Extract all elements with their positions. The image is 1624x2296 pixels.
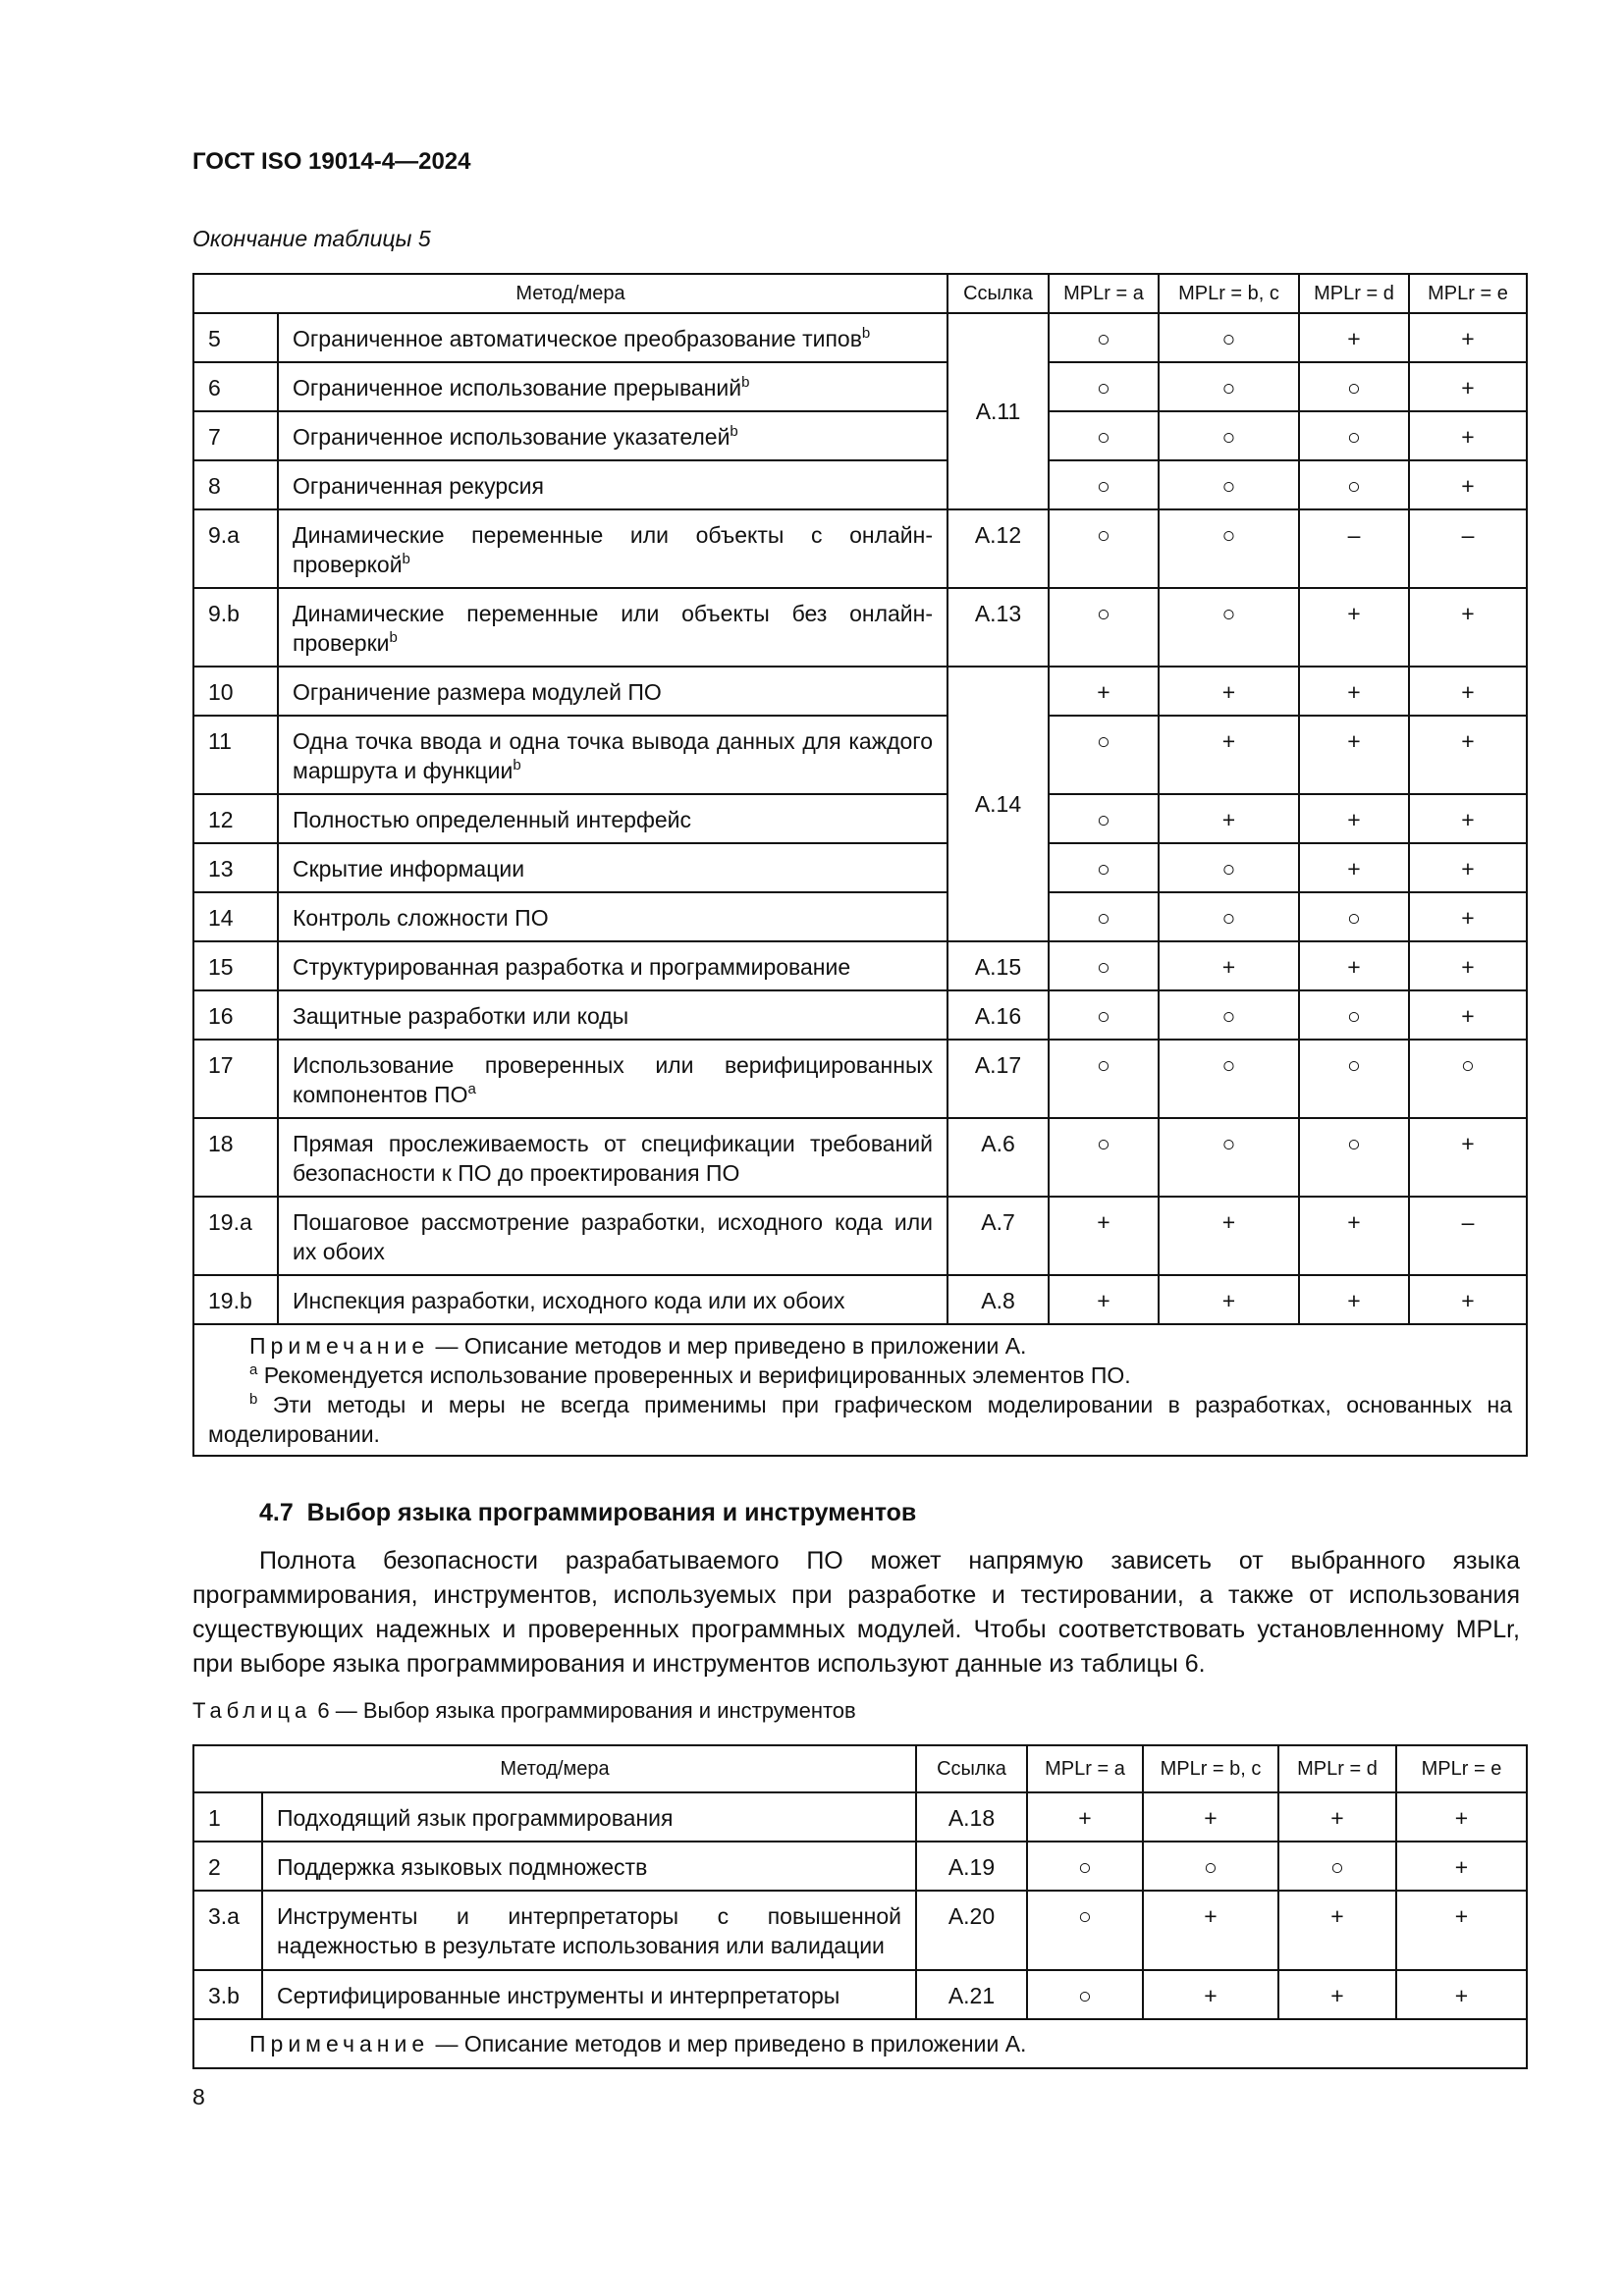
row-ref: A.13 [947, 588, 1049, 667]
footnote-marker: a [467, 1081, 476, 1097]
cell-mplr-d: + [1299, 313, 1409, 362]
cell-mplr-e: + [1409, 794, 1527, 843]
row-method [278, 362, 947, 411]
table-row [193, 1891, 1527, 1970]
cell-mplr-a: ○ [1049, 794, 1159, 843]
cell-mplr-bc: ○ [1143, 1842, 1278, 1891]
column-header-ref: Ссылка [947, 274, 1049, 313]
cell-mplr-e: + [1396, 1970, 1527, 2019]
table-row [193, 667, 1527, 716]
row-method [278, 313, 947, 362]
cell-mplr-bc: ○ [1159, 411, 1299, 460]
cell-mplr-bc: + [1143, 1792, 1278, 1842]
row-number: 6 [193, 362, 278, 411]
table-row [193, 941, 1527, 990]
cell-mplr-bc: + [1159, 667, 1299, 716]
table-row [193, 313, 1527, 362]
document-header: ГОСТ ISO 19014-4—2024 [192, 148, 471, 175]
row-method: Инспекция разработки, исходного кода или их обоих [278, 1275, 947, 1324]
column-header-method: Метод/мера [193, 274, 947, 313]
note-label: Примечание [249, 1333, 430, 1359]
cell-mplr-bc: ○ [1159, 362, 1299, 411]
row-number: 9.b [193, 588, 278, 667]
footnote-marker: b [389, 629, 398, 646]
cell-mplr-e: ○ [1409, 1040, 1527, 1118]
cell-mplr-e: + [1409, 892, 1527, 941]
cell-mplr-d: + [1299, 1275, 1409, 1324]
section-paragraph: Полнота безопасности разрабатываемого ПО может напрямую зависеть от выбранного языка программирования, инструментов, используемых при разработке и тестировании, а также от использования существующих надежных и проверенных программных модулей. Чтобы соответствовать установленному MPLr, при выборе языка программирования и инструментов используют данные из таблицы 6. [192, 1547, 1520, 1678]
row-ref-merged: A.11 [947, 313, 1049, 509]
row-method: Защитные разработки или коды [278, 990, 947, 1040]
row-ref: A.18 [916, 1792, 1027, 1842]
cell-mplr-a: + [1049, 1275, 1159, 1324]
column-header-mplr-d: MPLr = d [1299, 274, 1409, 313]
cell-mplr-a: ○ [1049, 588, 1159, 667]
row-number: 19.b [193, 1275, 278, 1324]
cell-mplr-bc: + [1159, 941, 1299, 990]
row-number: 17 [193, 1040, 278, 1118]
row-method: Скрытие информации [278, 843, 947, 892]
row-method [278, 509, 947, 588]
table-6-caption [192, 1698, 856, 1724]
column-header-method: Метод/мера [193, 1745, 916, 1792]
page-number: 8 [192, 2084, 205, 2109]
column-header-mplr-a: MPLr = a [1049, 274, 1159, 313]
row-ref: A.20 [916, 1891, 1027, 1970]
cell-mplr-a: ○ [1049, 509, 1159, 588]
footnote-text: Эти методы и меры не всегда применимы при графическом моделировании в разработках, основанных на моделировании. [208, 1392, 1512, 1447]
cell-mplr-d: ○ [1299, 1040, 1409, 1118]
row-method [278, 411, 947, 460]
column-header-mplr-e: MPLr = e [1409, 274, 1527, 313]
table-row [193, 1970, 1527, 2019]
table-row [193, 843, 1527, 892]
section-heading [259, 1499, 916, 1527]
row-number: 11 [193, 716, 278, 794]
table-row [193, 588, 1527, 667]
cell-mplr-bc: ○ [1159, 1040, 1299, 1118]
cell-mplr-d: + [1278, 1970, 1396, 2019]
column-header-mplr-a: MPLr = a [1027, 1745, 1143, 1792]
cell-mplr-a: ○ [1049, 843, 1159, 892]
cell-mplr-a: ○ [1049, 362, 1159, 411]
cell-mplr-bc: + [1143, 1891, 1278, 1970]
table-row [193, 1197, 1527, 1275]
table-row [193, 411, 1527, 460]
table-5 [192, 273, 1528, 1457]
cell-mplr-a: ○ [1027, 1891, 1143, 1970]
note-line [208, 2029, 1512, 2058]
cell-mplr-d: ○ [1299, 362, 1409, 411]
cell-mplr-bc: + [1159, 1275, 1299, 1324]
row-number: 16 [193, 990, 278, 1040]
cell-mplr-e: + [1409, 460, 1527, 509]
table-row [193, 362, 1527, 411]
row-method: Инструменты и интерпретаторы с повышенной надежностью в результате использования или валидации [262, 1891, 916, 1970]
table-row [193, 1842, 1527, 1891]
table-note-row [193, 2019, 1527, 2068]
row-ref: A.15 [947, 941, 1049, 990]
note-text: — Описание методов и мер приведено в приложении А. [429, 2031, 1027, 2056]
cell-mplr-bc: ○ [1159, 588, 1299, 667]
cell-mplr-e: + [1396, 1792, 1527, 1842]
cell-mplr-d: ○ [1299, 990, 1409, 1040]
row-method-text: Использование проверенных или верифицированных компонентов ПО [293, 1052, 933, 1107]
caption-text: 6 — Выбор языка программирования и инструментов [311, 1698, 856, 1723]
table-row [193, 1118, 1527, 1197]
note-text: — Описание методов и мер приведено в приложении А. [429, 1333, 1027, 1359]
table-row [193, 1792, 1527, 1842]
row-ref: A.21 [916, 1970, 1027, 2019]
caption-label: Таблица [192, 1698, 312, 1723]
row-method-text: Динамические переменные или объекты с онлайн-проверкой [293, 522, 933, 577]
row-ref-merged: A.14 [947, 667, 1049, 941]
row-ref: A.16 [947, 990, 1049, 1040]
footnote-marker: b [513, 757, 521, 774]
row-method: Прямая прослеживаемость от спецификации требований безопасности к ПО до проектирования ПО [278, 1118, 947, 1197]
cell-mplr-d: ○ [1299, 892, 1409, 941]
table-note-row [193, 1324, 1527, 1456]
row-method: Ограниченная рекурсия [278, 460, 947, 509]
cell-mplr-a: ○ [1049, 941, 1159, 990]
footnote-marker: b [730, 423, 738, 440]
cell-mplr-e: + [1409, 843, 1527, 892]
footnote-a [208, 1361, 1512, 1390]
cell-mplr-e: + [1409, 941, 1527, 990]
section-title: Выбор языка программирования и инструментов [306, 1499, 917, 1526]
cell-mplr-bc: ○ [1159, 843, 1299, 892]
row-ref: A.12 [947, 509, 1049, 588]
footnote-text: Рекомендуется использование проверенных и верифицированных элементов ПО. [263, 1362, 1131, 1388]
footnote-mark: b [249, 1391, 258, 1408]
cell-mplr-e: + [1409, 362, 1527, 411]
footnote-mark: a [249, 1362, 258, 1378]
row-number: 3.b [193, 1970, 262, 2019]
table-6 [192, 1744, 1528, 2069]
row-number: 8 [193, 460, 278, 509]
cell-mplr-a: ○ [1049, 1118, 1159, 1197]
row-ref: A.6 [947, 1118, 1049, 1197]
cell-mplr-a: + [1027, 1792, 1143, 1842]
cell-mplr-e: + [1409, 716, 1527, 794]
cell-mplr-bc: + [1159, 716, 1299, 794]
note-line [208, 1331, 1512, 1361]
table-row [193, 990, 1527, 1040]
table-note [193, 2019, 1527, 2068]
column-header-ref: Ссылка [916, 1745, 1027, 1792]
cell-mplr-bc: ○ [1159, 1118, 1299, 1197]
row-method: Подходящий язык программирования [262, 1792, 916, 1842]
row-number: 3.a [193, 1891, 262, 1970]
cell-mplr-e: + [1409, 1118, 1527, 1197]
row-ref: A.19 [916, 1842, 1027, 1891]
row-ref: A.8 [947, 1275, 1049, 1324]
row-number: 19.a [193, 1197, 278, 1275]
cell-mplr-bc: + [1143, 1970, 1278, 2019]
cell-mplr-a: ○ [1049, 460, 1159, 509]
cell-mplr-bc: + [1159, 1197, 1299, 1275]
footnote-b [208, 1390, 1512, 1449]
cell-mplr-a: ○ [1027, 1970, 1143, 2019]
cell-mplr-e: + [1409, 990, 1527, 1040]
cell-mplr-bc: + [1159, 794, 1299, 843]
table-row [193, 892, 1527, 941]
row-method: Поддержка языковых подмножеств [262, 1842, 916, 1891]
row-number: 9.a [193, 509, 278, 588]
cell-mplr-a: + [1049, 1197, 1159, 1275]
cell-mplr-d: + [1299, 716, 1409, 794]
cell-mplr-bc: ○ [1159, 892, 1299, 941]
table-row [193, 716, 1527, 794]
cell-mplr-a: ○ [1049, 411, 1159, 460]
cell-mplr-e: – [1409, 509, 1527, 588]
row-method [278, 716, 947, 794]
cell-mplr-d: + [1278, 1792, 1396, 1842]
row-number: 1 [193, 1792, 262, 1842]
cell-mplr-d: ○ [1299, 460, 1409, 509]
row-method-text: Динамические переменные или объекты без онлайн-проверки [293, 601, 933, 656]
cell-mplr-d: + [1299, 588, 1409, 667]
row-number: 12 [193, 794, 278, 843]
table-row [193, 794, 1527, 843]
row-method: Контроль сложности ПО [278, 892, 947, 941]
cell-mplr-bc: ○ [1159, 460, 1299, 509]
cell-mplr-a: + [1049, 667, 1159, 716]
cell-mplr-a: ○ [1049, 716, 1159, 794]
cell-mplr-bc: ○ [1159, 313, 1299, 362]
table-row [193, 509, 1527, 588]
cell-mplr-d: + [1278, 1891, 1396, 1970]
row-method: Структурированная разработка и программирование [278, 941, 947, 990]
cell-mplr-e: + [1409, 313, 1527, 362]
cell-mplr-d: ○ [1299, 411, 1409, 460]
cell-mplr-d: + [1299, 941, 1409, 990]
cell-mplr-bc: ○ [1159, 509, 1299, 588]
cell-mplr-bc: ○ [1159, 990, 1299, 1040]
row-method [278, 1040, 947, 1118]
row-number: 7 [193, 411, 278, 460]
cell-mplr-d: + [1299, 843, 1409, 892]
row-number: 15 [193, 941, 278, 990]
row-number: 5 [193, 313, 278, 362]
row-number: 2 [193, 1842, 262, 1891]
cell-mplr-a: ○ [1049, 313, 1159, 362]
column-header-mplr-e: MPLr = e [1396, 1745, 1527, 1792]
cell-mplr-d: + [1299, 1197, 1409, 1275]
footnote-marker: b [402, 551, 410, 567]
column-header-mplr-bc: MPLr = b, c [1159, 274, 1299, 313]
row-number: 13 [193, 843, 278, 892]
cell-mplr-a: ○ [1049, 892, 1159, 941]
footnote-marker: b [741, 374, 750, 391]
cell-mplr-e: + [1409, 411, 1527, 460]
row-number: 18 [193, 1118, 278, 1197]
row-ref: A.7 [947, 1197, 1049, 1275]
cell-mplr-e: + [1409, 1275, 1527, 1324]
table-row [193, 460, 1527, 509]
cell-mplr-e: + [1396, 1891, 1527, 1970]
cell-mplr-e: – [1409, 1197, 1527, 1275]
note-label: Примечание [249, 2031, 430, 2056]
row-method [278, 588, 947, 667]
row-number: 14 [193, 892, 278, 941]
table-note [193, 1324, 1527, 1456]
row-ref: A.17 [947, 1040, 1049, 1118]
column-header-mplr-bc: MPLr = b, c [1143, 1745, 1278, 1792]
row-method-text: Ограниченное автоматическое преобразование типов [293, 326, 862, 351]
cell-mplr-a: ○ [1049, 990, 1159, 1040]
cell-mplr-d: ○ [1278, 1842, 1396, 1891]
cell-mplr-d: – [1299, 509, 1409, 588]
table-header-row [193, 274, 1527, 313]
row-method: Пошаговое рассмотрение разработки, исходного кода или их обоих [278, 1197, 947, 1275]
row-number: 10 [193, 667, 278, 716]
row-method-text: Ограниченное использование указателей [293, 424, 731, 450]
row-method-text: Ограниченное использование прерываний [293, 375, 742, 400]
row-method: Полностью определенный интерфейс [278, 794, 947, 843]
cell-mplr-d: ○ [1299, 1118, 1409, 1197]
cell-mplr-a: ○ [1027, 1842, 1143, 1891]
cell-mplr-e: + [1409, 667, 1527, 716]
row-method: Сертифицированные инструменты и интерпретаторы [262, 1970, 916, 2019]
section-number: 4.7 [259, 1499, 294, 1526]
cell-mplr-a: ○ [1049, 1040, 1159, 1118]
cell-mplr-d: + [1299, 667, 1409, 716]
footnote-marker: b [861, 325, 871, 342]
table-header-row [193, 1745, 1527, 1792]
table-row [193, 1275, 1527, 1324]
cell-mplr-d: + [1299, 794, 1409, 843]
row-method-text: Одна точка ввода и одна точка вывода данных для каждого маршрута и функции [293, 728, 933, 783]
row-method: Ограничение размера модулей ПО [278, 667, 947, 716]
table-row [193, 1040, 1527, 1118]
column-header-mplr-d: MPLr = d [1278, 1745, 1396, 1792]
table-continuation-label: Окончание таблицы 5 [192, 226, 431, 251]
cell-mplr-e: + [1396, 1842, 1527, 1891]
cell-mplr-e: + [1409, 588, 1527, 667]
